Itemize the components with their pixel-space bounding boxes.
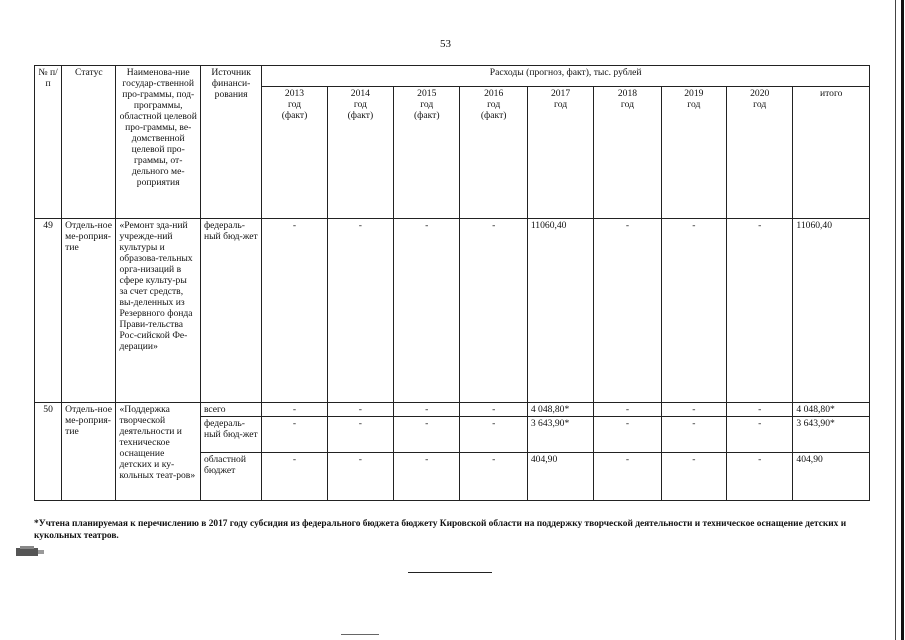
header-year-2020: 2020 год — [727, 87, 793, 219]
scan-mark-bottom — [341, 634, 379, 635]
row50-total-2017: 4 048,80* — [527, 403, 593, 417]
row50-federal-2014: - — [327, 417, 393, 453]
row50-regional-2019: - — [661, 453, 726, 501]
page-number: 53 — [440, 38, 451, 50]
row50-total-sum: 4 048,80* — [793, 403, 870, 417]
header-year-2014: 2014 год (факт) — [327, 87, 393, 219]
row50-name: «Поддержка творческой деятельности и техническое оснащение детских и ку-кольных теат-ров» — [116, 403, 200, 501]
row50-source-federal: федераль-ный бюд-жет — [200, 417, 261, 453]
row50-total-2019: - — [661, 403, 726, 417]
row50-federal-2017: 3 643,90* — [527, 417, 593, 453]
row49-2014: - — [327, 219, 393, 403]
row50-source-regional: областной бюджет — [200, 453, 261, 501]
row50-source-total: всего — [200, 403, 261, 417]
row50-regional-2018: - — [594, 453, 661, 501]
row50-num: 50 — [35, 403, 62, 501]
row50-federal-sum: 3 643,90* — [793, 417, 870, 453]
row50-regional-2016: - — [460, 453, 527, 501]
header-status: Статус — [62, 66, 116, 219]
budget-table — [34, 65, 870, 501]
header-year-2017: 2017 год — [527, 87, 593, 219]
row50-regional-sum: 404,90 — [793, 453, 870, 501]
table-row-49 — [35, 219, 870, 403]
row50-regional-2015: - — [394, 453, 460, 501]
footnote: *Учтена планируемая к перечислению в 2017 году субсидия из федерального бюджета бюджету Кировской области на поддержку творческой деятельности и техническое оснащение детских и кукольных театров. — [34, 519, 847, 541]
row49-2020: - — [727, 219, 793, 403]
row50-total-2018: - — [594, 403, 661, 417]
row49-status: Отдель-ное ме-роприя-тие — [62, 219, 116, 403]
header-total: итого — [793, 87, 870, 219]
header-name: Наименова-ние государ-ственной про-граммы, под-программы, областной целевой про-граммы, ве-домственной целевой про-граммы, от-дельного ме-роприятия — [116, 66, 200, 219]
row50-total-2015: - — [394, 403, 460, 417]
row50-federal-2016: - — [460, 417, 527, 453]
header-year-2013: 2013 год (факт) — [262, 87, 327, 219]
row50-federal-2015: - — [394, 417, 460, 453]
row50-regional-2017: 404,90 — [527, 453, 593, 501]
row50-federal-2013: - — [262, 417, 327, 453]
row49-2017: 11060,40 — [527, 219, 593, 403]
row50-total-2013: - — [262, 403, 327, 417]
row50-federal-2019: - — [661, 417, 726, 453]
row50-regional-2020: - — [727, 453, 793, 501]
header-source: Источник финанси-рования — [200, 66, 261, 219]
row50-total-2014: - — [327, 403, 393, 417]
header-year-2019: 2019 год — [661, 87, 726, 219]
scan-edge — [901, 0, 904, 640]
row50-federal-2020: - — [727, 417, 793, 453]
scan-noise-mark — [14, 545, 48, 559]
row50-total-2020: - — [727, 403, 793, 417]
header-row — [35, 66, 870, 87]
row50-status: Отдель-ное ме-роприя-тие — [62, 403, 116, 501]
row50-federal-2018: - — [594, 417, 661, 453]
row49-total: 11060,40 — [793, 219, 870, 403]
header-expenses: Расходы (прогноз, факт), тыс. рублей — [262, 66, 870, 87]
header-year-2016: 2016 год (факт) — [460, 87, 527, 219]
closing-rule — [408, 572, 492, 573]
row50-regional-2013: - — [262, 453, 327, 501]
row49-2019: - — [661, 219, 726, 403]
row49-2018: - — [594, 219, 661, 403]
row49-2015: - — [394, 219, 460, 403]
row49-name: «Ремонт зда-ний учрежде-ний культуры и образова-тельных орга-низаций в сфере культу-ры за счет средств, вы-деленных из Резервного фонда Прави-тельства Рос-сийской Фе-дерации» — [116, 219, 200, 403]
scan-edge-inner — [895, 0, 896, 640]
row49-source: федераль-ный бюд-жет — [200, 219, 261, 403]
row50-total-2016: - — [460, 403, 527, 417]
header-year-2018: 2018 год — [594, 87, 661, 219]
row50-regional-2014: - — [327, 453, 393, 501]
table-row-50-total — [35, 403, 870, 417]
row49-num: 49 — [35, 219, 62, 403]
row49-2016: - — [460, 219, 527, 403]
header-year-2015: 2015 год (факт) — [394, 87, 460, 219]
row49-2013: - — [262, 219, 327, 403]
header-num: № п/п — [35, 66, 62, 219]
